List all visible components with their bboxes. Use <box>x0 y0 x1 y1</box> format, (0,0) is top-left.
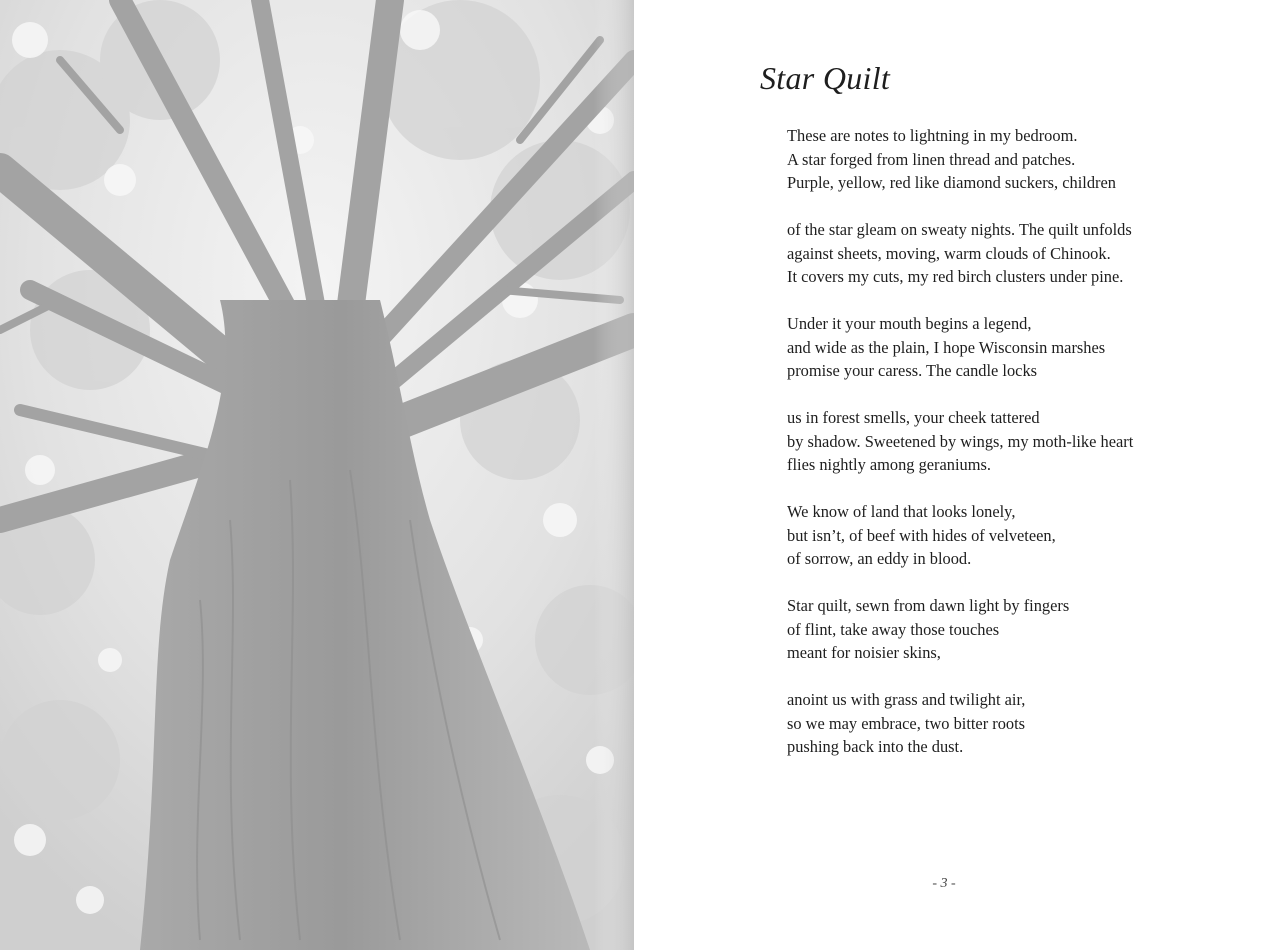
poem-line: and wide as the plain, I hope Wisconsin marshes <box>787 337 1106 357</box>
poem-line: us in forest smells, your cheek tattered <box>787 408 1040 427</box>
stanza <box>787 688 1227 759</box>
poem-line: of sorrow, an eddy in blood. <box>787 549 972 568</box>
poem-line: Under it your mouth begins a legend, <box>787 314 1032 333</box>
poem-body <box>787 124 1227 782</box>
poem-title: Star Quilt <box>760 60 891 96</box>
poem-line: promise your caress. The candle locks <box>787 361 1038 380</box>
poem-line: of the star gleam on sweaty nights. The quilt unfolds <box>787 220 1132 239</box>
poem-line: but isn’t, of beef with hides of velveteen, <box>787 525 1056 545</box>
stanza <box>787 406 1227 477</box>
stanza <box>787 500 1227 571</box>
poem-line: These are notes to lightning in my bedroom. <box>787 126 1078 145</box>
poem-line: Purple, yellow, red like diamond suckers, children <box>787 173 1116 192</box>
poem-line: anoint us with grass and twilight air, <box>787 690 1026 709</box>
poem-page <box>634 0 1267 950</box>
poem-line: A star forged from linen thread and patches. <box>787 149 1076 169</box>
page-number: - 3 - <box>932 876 956 891</box>
stanza <box>787 312 1227 383</box>
poem-line: Star quilt, sewn from dawn light by fingers <box>787 596 1070 615</box>
poem-line: against sheets, moving, warm clouds of Chinook. <box>787 243 1111 263</box>
poem-line: pushing back into the dust. <box>787 737 964 756</box>
stanza <box>787 594 1227 665</box>
poem-line: flies nightly among geraniums. <box>787 455 991 474</box>
poem-line: by shadow. Sweetened by wings, my moth-like heart <box>787 431 1134 451</box>
poem-line: meant for noisier skins, <box>787 643 941 662</box>
poem-line: so we may embrace, two bitter roots <box>787 713 1026 733</box>
poem-line: of flint, take away those touches <box>787 619 1000 639</box>
stanza <box>787 218 1227 289</box>
poem-line: We know of land that looks lonely, <box>787 502 1016 521</box>
stanza <box>787 124 1227 195</box>
poem-line: It covers my cuts, my red birch clusters under pine. <box>787 267 1124 286</box>
